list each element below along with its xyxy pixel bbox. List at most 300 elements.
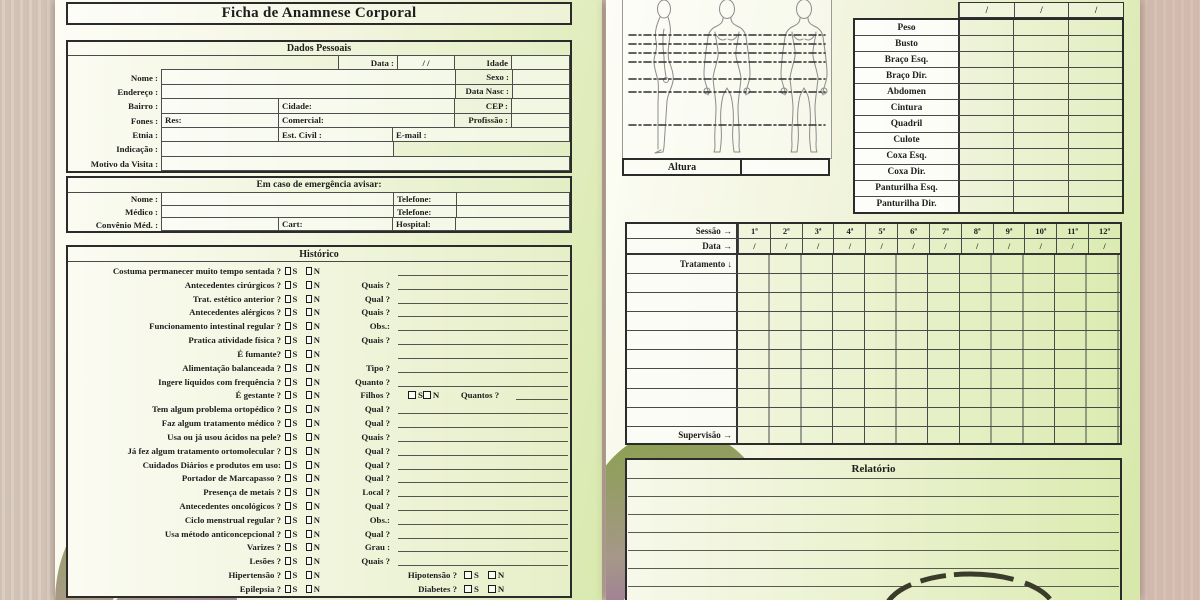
checkbox-nao[interactable] [306,322,312,330]
nao-label: N [313,487,320,498]
answer-line[interactable] [398,515,568,525]
nao-label: N [432,390,440,401]
supervisao-row [627,426,1120,443]
tratamento-label: Tratamento ↓ [627,255,738,273]
session-date-cell[interactable]: / [865,239,897,252]
session-date-cell[interactable]: / [929,239,961,252]
extra-label: Qual ? [364,418,390,429]
measure-value-cell[interactable] [960,100,1013,115]
sim-label: S [292,335,298,346]
measure-row [855,115,1122,131]
measure-value-cell[interactable] [960,181,1013,196]
measure-value-cell[interactable] [1068,116,1122,131]
checkbox-nao[interactable] [306,585,312,593]
measure-value-cell[interactable] [1068,36,1122,51]
data-header-row [627,238,1120,252]
measure-value-cell[interactable] [960,165,1013,180]
checkbox-sim[interactable] [285,530,291,538]
question-label: Lesões ? [249,556,281,567]
endereco-label: Endereço : [117,86,158,97]
measure-value-cell[interactable] [960,20,1013,35]
nao-label: N [313,265,320,276]
form-page-right [606,0,1140,600]
nao-label: N [313,556,320,567]
measure-value-cell[interactable] [1013,133,1067,148]
sim-label: S [474,570,479,581]
medico-label: Médico : [125,207,158,217]
extra-label: Grau : [364,542,390,553]
measure-row [855,148,1122,164]
data-value-field[interactable]: / / [397,55,455,70]
answer-line[interactable] [398,266,568,276]
sim-label: S [292,293,298,304]
measure-value-cell[interactable] [1068,165,1122,180]
measure-value-cell[interactable] [1068,84,1122,99]
checkbox-sim[interactable] [285,543,291,551]
measure-label: Panturilha Dir. [855,197,960,212]
checkbox-nao[interactable] [306,336,312,344]
extra-label: Qual ? [364,528,390,539]
measure-value-cell[interactable] [1013,149,1067,164]
answer-line[interactable] [398,349,568,359]
checkbox-nao[interactable] [306,571,312,579]
question-label: Usa método anticoncepcional ? [164,528,281,539]
measure-value-cell[interactable] [1013,197,1067,212]
sn-checkboxes [285,307,329,317]
checkbox-sim[interactable] [285,516,291,524]
question-label: Ciclo menstrual regular ? [184,514,281,525]
measure-value-cell[interactable] [960,197,1013,212]
measure-value-cell[interactable] [1013,84,1067,99]
treatment-empty-row [627,292,1120,311]
measure-label: Busto [855,36,960,51]
answer-line[interactable] [398,280,568,290]
historico-question-row [68,375,570,389]
historico-question-row [68,554,570,568]
est-civil-field[interactable]: Est. Civil : [278,127,393,142]
checkbox-sim[interactable] [285,281,291,289]
convenio-field[interactable] [161,217,279,231]
measure-value-cell[interactable] [960,36,1013,51]
sn-checkboxes [285,584,329,594]
question-label: Antecedentes alérgicos ? [189,307,281,318]
figure-front-view [704,0,750,152]
measure-value-cell[interactable] [960,149,1013,164]
checkbox-sim[interactable] [285,557,291,565]
fone-comercial-field[interactable]: Comercial: [278,113,455,128]
checkbox-sim[interactable] [464,585,472,593]
session-grid-row[interactable] [738,408,1120,426]
measure-value-cell[interactable] [960,84,1013,99]
measure-value-cell[interactable] [960,52,1013,67]
session-date-cell[interactable]: / [897,239,929,252]
sim-label: S [292,404,298,415]
checkbox-nao[interactable] [306,405,312,413]
sessao-number: 10ª [1024,224,1056,238]
checkbox-sim[interactable] [285,585,291,593]
checkbox-sim[interactable] [464,571,472,579]
answer-line[interactable] [516,390,568,400]
checkbox-nao[interactable] [306,502,312,510]
checkbox-sim[interactable] [285,295,291,303]
measure-value-cell[interactable] [1068,181,1122,196]
data-nasc-field[interactable] [512,84,570,99]
checkbox-sim[interactable] [285,571,291,579]
checkbox-nao[interactable] [306,295,312,303]
measure-value-cell[interactable] [1068,133,1122,148]
cart-field[interactable]: Cart: [278,217,393,231]
session-grid-row[interactable] [738,274,1120,292]
fone-res-field[interactable]: Res: [161,113,279,128]
session-grid-row[interactable] [738,389,1120,407]
sim-label: S [292,265,298,276]
sexo-field[interactable] [512,69,570,84]
measure-row [855,132,1122,148]
question-label: Tem algum problema ortopédico ? [151,404,281,415]
checkbox-nao[interactable] [488,585,496,593]
session-date-cell[interactable]: / [1056,239,1088,252]
treatment-empty-row [627,311,1120,330]
checkbox-nao[interactable] [306,267,312,275]
checkbox-nao[interactable] [306,557,312,565]
checkbox-nao[interactable] [306,281,312,289]
row-endereco [68,85,570,99]
checkbox-nao[interactable] [488,571,496,579]
sn-checkboxes [285,501,329,511]
sn-checkboxes-right [464,570,504,580]
checkbox-sim[interactable] [408,391,416,399]
sim-label: S [292,459,298,470]
motivo-field[interactable] [161,156,570,171]
sessions-table [625,222,1122,445]
checkbox-sim[interactable] [285,461,291,469]
treatment-empty-row [627,349,1120,368]
checkbox-nao[interactable] [306,447,312,455]
extra-label: Qual ? [364,459,390,470]
body-diagram-box [622,0,832,159]
etnia-label: Etnia : [132,130,158,141]
measure-date-cell[interactable]: / [1014,3,1069,17]
checkbox-sim[interactable] [285,419,291,427]
etnia-field[interactable] [161,127,279,142]
tratamento-row [627,253,1120,273]
measure-row [855,51,1122,67]
checkbox-nao[interactable] [306,433,312,441]
checkbox-sim[interactable] [285,474,291,482]
checkbox-nao[interactable] [306,530,312,538]
extra-label: Qual ? [364,445,390,456]
answer-line[interactable] [398,487,568,497]
dados-pessoais-section [66,40,572,173]
altura-field[interactable] [742,160,828,174]
answer-line[interactable] [398,294,568,304]
measure-label: Braço Dir. [855,68,960,83]
sim-label: S [292,390,298,401]
nao-label: N [313,473,320,484]
sessao-number: 7ª [929,224,961,238]
relatorio-section [625,458,1122,600]
question-label: Ingere líquidos com frequência ? [158,376,281,387]
session-date-cell[interactable]: / [833,239,865,252]
answer-line[interactable] [398,473,568,483]
row-fones [68,114,570,128]
measure-value-cell[interactable] [1013,116,1067,131]
hospital-field[interactable] [455,217,570,231]
answer-line[interactable] [398,556,568,566]
session-grid-row[interactable] [738,255,1120,273]
answer-line[interactable] [398,307,568,317]
historico-question-row [68,485,570,499]
historico-question-row [68,347,570,361]
row-indicacao [68,142,570,156]
dados-pessoais-rows [68,56,570,171]
measure-value-cell[interactable] [1068,20,1122,35]
sessao-number: 5ª [865,224,897,238]
sn-checkboxes [285,418,329,428]
checkbox-nao[interactable] [423,391,431,399]
measure-value-cell[interactable] [960,68,1013,83]
checkbox-nao[interactable] [306,391,312,399]
cep-field[interactable] [511,98,570,113]
sim-label: S [292,528,298,539]
measure-label: Braço Esq. [855,52,960,67]
email-field[interactable]: E-mail : [392,127,570,142]
emerg-nome-field[interactable] [161,192,394,206]
answer-line[interactable] [398,460,568,470]
checkbox-nao[interactable] [306,488,312,496]
telefone2-field[interactable] [456,205,570,219]
checkbox-nao[interactable] [306,378,312,386]
nao-label: N [313,321,320,332]
sessao-number: 8ª [961,224,993,238]
checkbox-sim[interactable] [285,405,291,413]
extra-label: Tipo ? [365,362,390,373]
medico-field[interactable] [161,205,394,219]
session-date-cell[interactable]: / [802,239,834,252]
nao-label: N [313,459,320,470]
measure-value-cell[interactable] [1013,68,1067,83]
sessao-columns [738,224,1120,238]
answer-line[interactable] [398,432,568,442]
measure-value-cell[interactable] [1068,52,1122,67]
checkbox-nao[interactable] [306,474,312,482]
measure-value-cell[interactable] [1013,52,1067,67]
checkbox-sim[interactable] [285,378,291,386]
nao-label: N [313,376,320,387]
session-grid-row[interactable] [738,312,1120,330]
indicacao-label: Indicação : [116,144,158,155]
measure-date-cell[interactable]: / [959,3,1014,17]
sessao-number: 2ª [770,224,802,238]
answer-line[interactable] [398,404,568,414]
measure-row [855,99,1122,115]
telefone1-label: Telefone: [393,192,457,206]
measure-value-cell[interactable] [1068,197,1122,212]
question-label: Trat. estético anterior ? [192,293,281,304]
measure-value-cell[interactable] [960,116,1013,131]
profissao-field[interactable] [511,113,570,128]
checkbox-sim[interactable] [285,488,291,496]
answer-line[interactable] [398,418,568,428]
measure-label: Panturilha Esq. [855,181,960,196]
question-label: Pratica atividade física ? [188,335,281,346]
sessao-number: 6ª [897,224,929,238]
measurements-table [853,18,1124,214]
session-date-cell[interactable]: / [770,239,802,252]
historico-question-row [68,541,570,555]
sessao-label: Sessão → [627,224,738,238]
row-motivo [68,157,570,171]
checkbox-nao[interactable] [306,350,312,358]
sn-checkboxes [285,432,329,442]
extra-label-secondary: Quantos ? [460,390,500,401]
sessao-number: 3ª [802,224,834,238]
checkbox-nao[interactable] [306,543,312,551]
measure-row [855,164,1122,180]
checkbox-sim[interactable] [285,322,291,330]
answer-line[interactable] [398,542,568,552]
measure-label: Quadril [855,116,960,131]
sn-checkboxes [285,349,329,359]
measure-date-cell[interactable]: / [1068,3,1123,17]
extra-label: Local ? [362,487,390,498]
measure-value-cell[interactable] [1013,165,1067,180]
measure-value-cell[interactable] [1013,20,1067,35]
idade-field[interactable] [511,55,570,70]
stamp-arc [875,568,1065,600]
measure-value-cell[interactable] [1013,100,1067,115]
measure-value-cell[interactable] [1068,68,1122,83]
historico-question-row [68,278,570,292]
historico-question-row [68,513,570,527]
endereco-field[interactable] [161,84,456,99]
session-grid-row[interactable] [738,427,1120,443]
nao-label: N [313,279,320,290]
sn-checkboxes [285,529,329,539]
session-grid-row[interactable] [738,369,1120,387]
checkbox-sim[interactable] [285,308,291,316]
session-date-cell[interactable]: / [993,239,1025,252]
session-date-cell[interactable]: / [1024,239,1056,252]
question-label: Alimentação balanceada ? [182,362,281,373]
answer-line[interactable] [398,321,568,331]
question-label: Usa ou já usou ácidos na pele? [167,431,281,442]
sessao-number: 4ª [833,224,865,238]
answer-line[interactable] [398,529,568,539]
altura-label: Altura [624,160,742,174]
checkbox-sim[interactable] [285,447,291,455]
measure-value-cell[interactable] [1068,149,1122,164]
indicacao-field[interactable] [161,141,394,156]
session-date-cell[interactable]: / [738,239,770,252]
answer-line[interactable] [398,377,568,387]
checkbox-sim[interactable] [285,350,291,358]
historico-question-row [68,264,570,278]
nao-label: N [313,528,320,539]
profissao-label: Profissão : [454,113,512,128]
checkbox-sim[interactable] [285,391,291,399]
sn-checkboxes [285,473,329,483]
sessao-number: 1ª [738,224,770,238]
historico-section [66,245,572,598]
checkbox-nao[interactable] [306,516,312,524]
idade-label: Idade [454,55,512,70]
answer-line[interactable] [398,335,568,345]
nao-label: N [313,542,320,553]
answer-line[interactable] [398,363,568,373]
question-label: Faz algum tratamento médico ? [161,418,281,429]
checkbox-nao[interactable] [306,308,312,316]
extra-label: Obs.: [369,321,390,332]
measure-row [855,20,1122,35]
answer-line[interactable] [398,501,568,511]
checkbox-sim[interactable] [285,267,291,275]
nao-label: N [313,431,320,442]
sim-label: S [292,279,298,290]
sim-label: S [292,556,298,567]
question-label: Antecedentes oncológicos ? [179,500,281,511]
extra-label: Qual ? [364,404,390,415]
measure-date-header [958,2,1124,18]
telefone1-field[interactable] [456,192,570,206]
measure-row [855,35,1122,51]
historico-question-row [68,430,570,444]
historico-question-row [68,416,570,430]
form-page-left [55,0,602,600]
treatment-empty-row [627,273,1120,292]
measure-value-cell[interactable] [960,133,1013,148]
checkbox-nao[interactable] [306,419,312,427]
session-grid-row[interactable] [738,350,1120,368]
checkbox-nao[interactable] [306,461,312,469]
session-date-cell[interactable]: / [961,239,993,252]
bairro-field[interactable] [161,98,279,113]
checkbox-sim[interactable] [285,336,291,344]
checkbox-nao[interactable] [306,364,312,372]
treatment-empty-row [627,407,1120,426]
checkbox-sim[interactable] [285,502,291,510]
answer-line[interactable] [398,446,568,456]
question-label: Epilepsia ? [239,583,281,594]
relatorio-header: Relatório [627,460,1120,479]
right-question-label: Hipotensão ? [407,570,457,581]
measure-value-cell[interactable] [1013,181,1067,196]
historico-question-row [68,361,570,375]
dados-pessoais-header: Dados Pessoais [68,42,570,56]
nao-label: N [313,514,320,525]
emerg-nome-label: Nome : [130,194,158,205]
sessao-number: 11ª [1056,224,1088,238]
question-label: Hipertensão ? [228,570,281,581]
measure-value-cell[interactable] [1068,100,1122,115]
session-date-cell[interactable]: / [1088,239,1120,252]
measure-row [855,67,1122,83]
nao-label: N [313,390,320,401]
checkbox-sim[interactable] [285,364,291,372]
nome-field[interactable] [161,69,456,84]
session-grid-row[interactable] [738,293,1120,311]
nome-label: Nome : [130,72,158,83]
session-grid-row[interactable] [738,331,1120,349]
measure-value-cell[interactable] [1013,36,1067,51]
sim-label: S [292,473,298,484]
sn-checkboxes-secondary [408,390,452,400]
checkbox-sim[interactable] [285,433,291,441]
sexo-label: Sexo : [455,69,513,84]
historico-question-row [68,402,570,416]
cidade-field[interactable]: Cidade: [278,98,455,113]
historico-question-row [68,582,570,596]
